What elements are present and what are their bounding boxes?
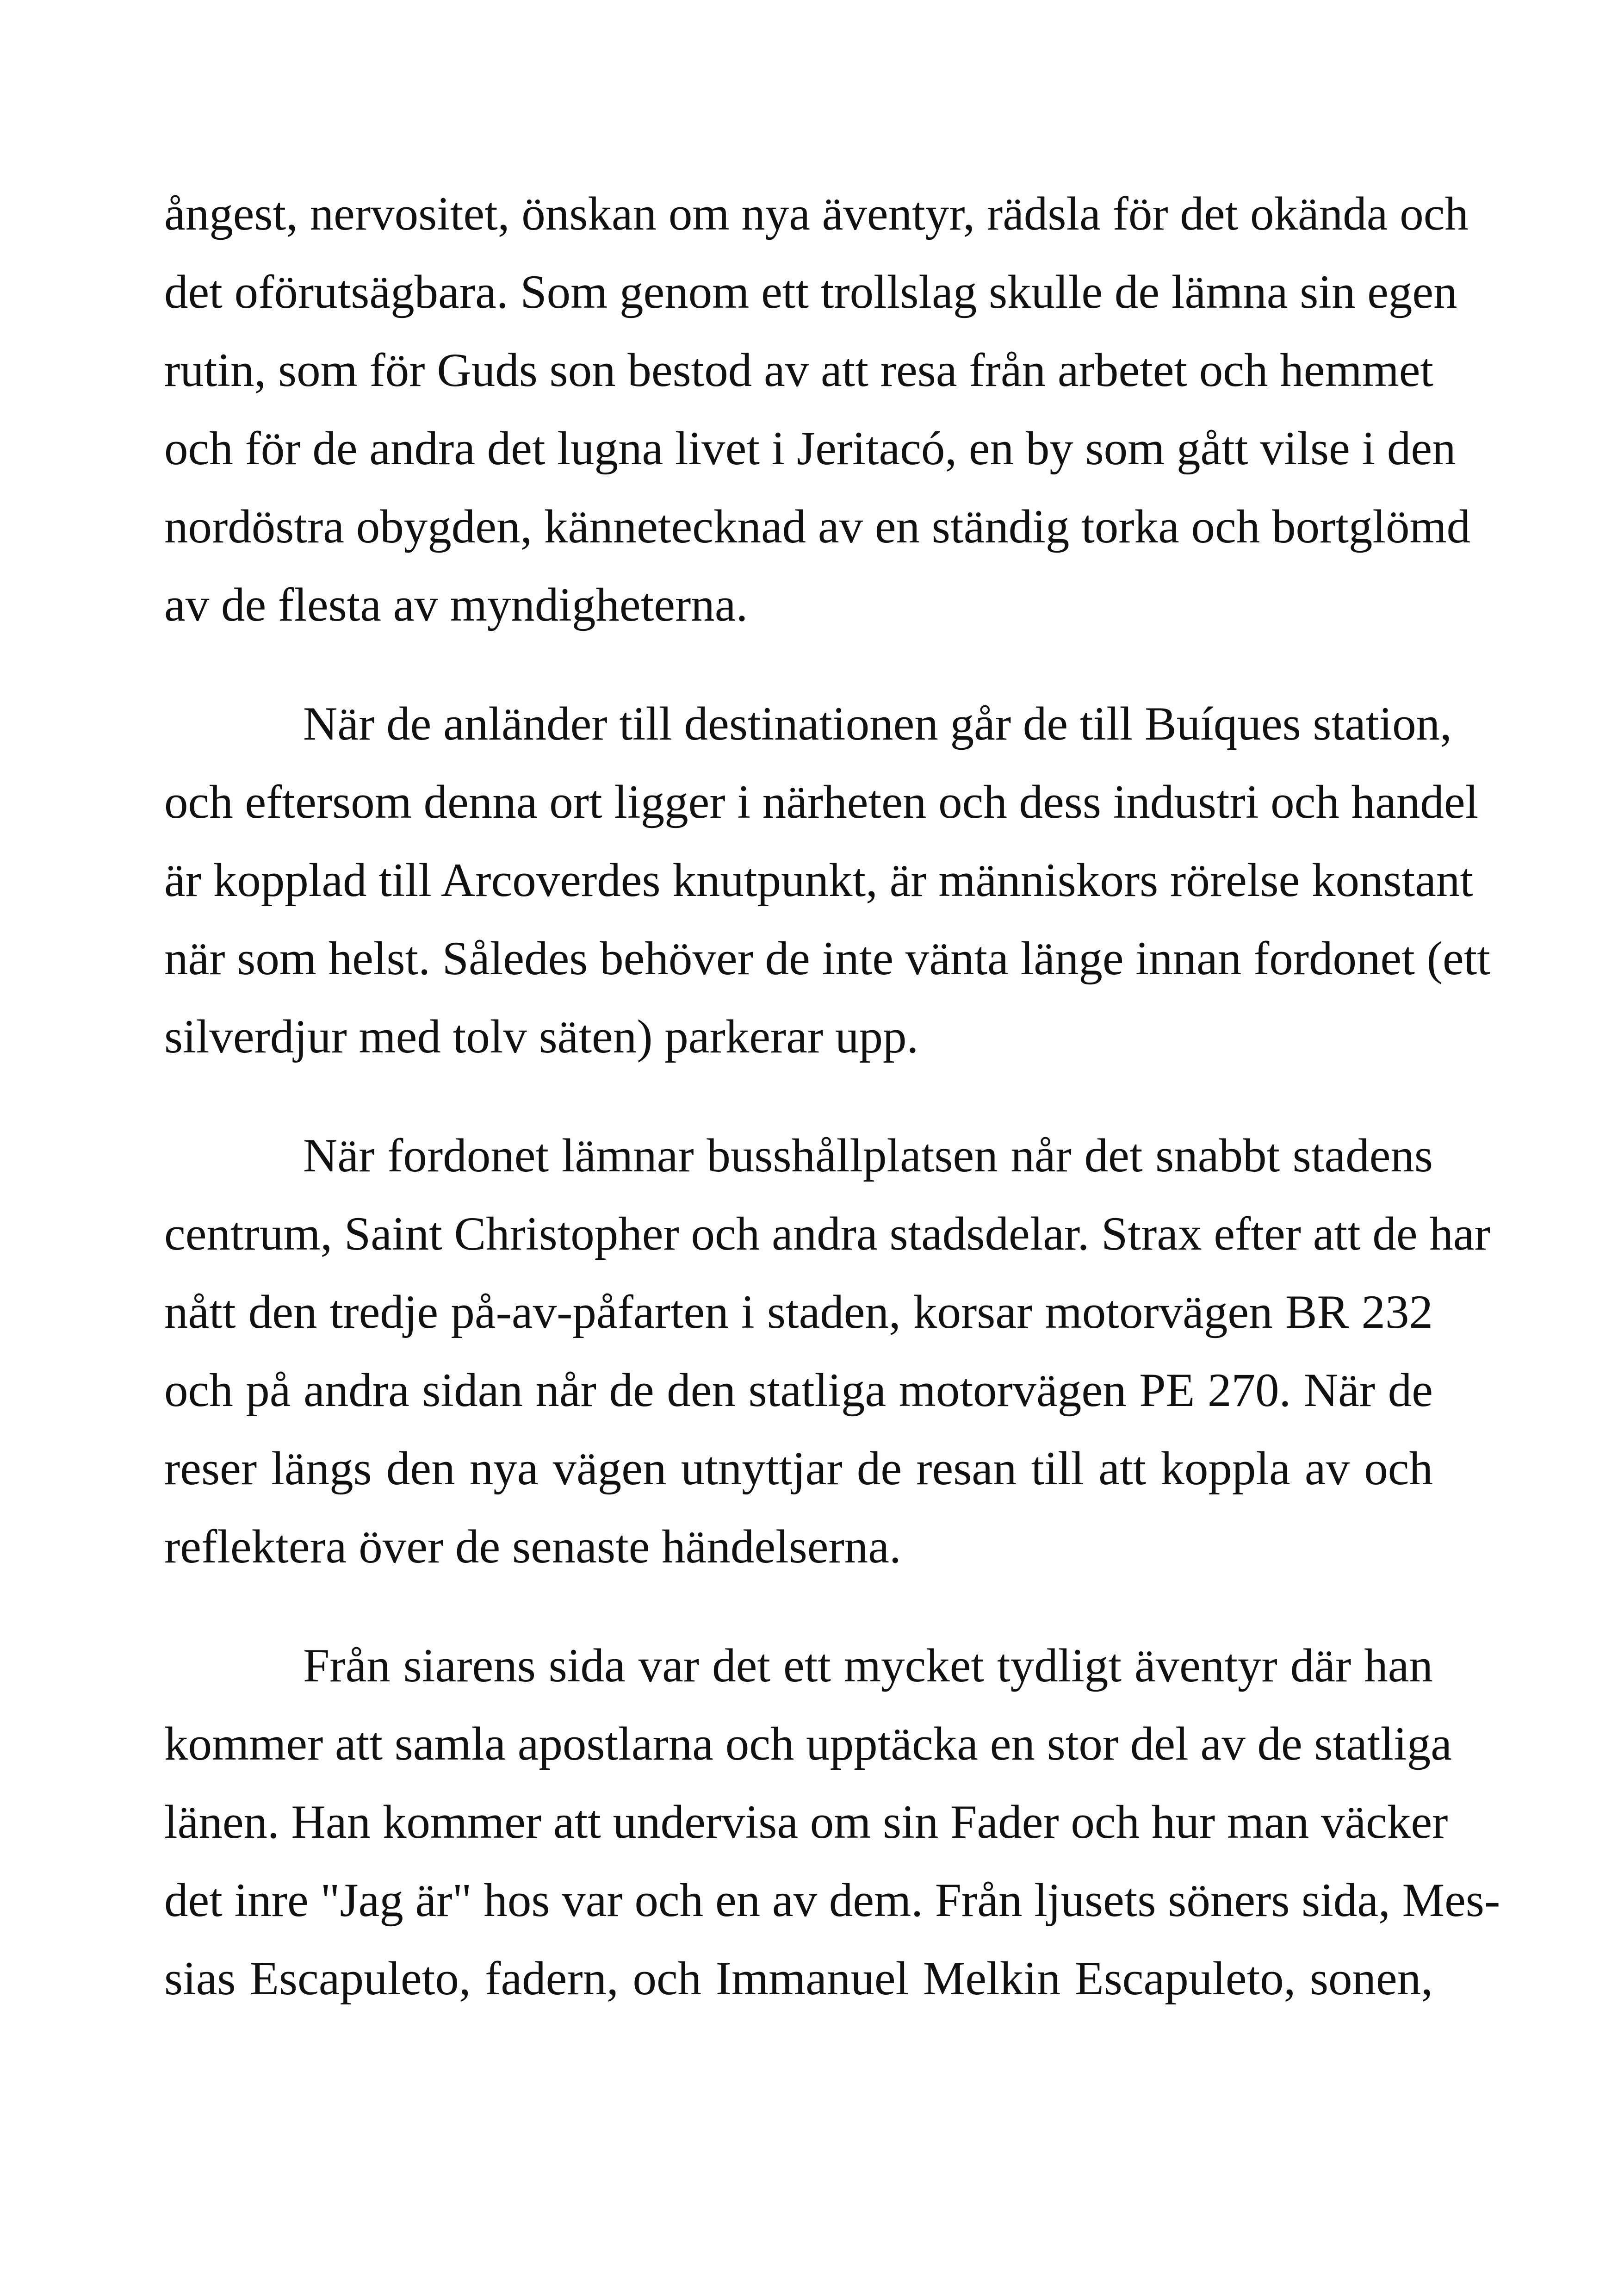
- text-line: ångest, nervositet, önskan om nya äventyr, rädsla för det okända och: [164, 187, 1469, 240]
- paragraph-spacing: [164, 1076, 1433, 1117]
- text-line: kommer att samla apostlarna och upptäcka en stor del av de statliga: [164, 1717, 1452, 1770]
- text-line: det oförutsägbara. Som genom ett trollslag skulle de lämna sin egen: [164, 266, 1457, 318]
- paragraph-spacing: [164, 1586, 1433, 1627]
- body-text: [164, 175, 1500, 2018]
- text-line: det inre "Jag är" hos var och en av dem. Från ljusets söners sida, Mes-: [164, 1874, 1500, 1927]
- text-line: när som helst. Således behöver de inte vänta länge innan fordonet (ett: [164, 932, 1490, 985]
- text-line: rutin, som för Guds son bestod av att resa från arbetet och hemmet: [164, 344, 1434, 397]
- text-line: sias Escapuleto, fadern, och Immanuel Melkin Escapuleto, sonen,: [164, 1952, 1433, 2005]
- text-line: silverdjur med tolv säten) parkerar upp.: [164, 1010, 919, 1063]
- text-line: centrum, Saint Christopher och andra stadsdelar. Strax efter att de har: [164, 1207, 1490, 1260]
- paragraph: [164, 1627, 1500, 2018]
- text-line: och eftersom denna ort ligger i närheten och dess industri och handel: [164, 776, 1479, 828]
- text-line: När fordonet lämnar busshållplatsen når det snabbt stadens: [303, 1129, 1433, 1182]
- text-line: är kopplad till Arcoverdes knutpunkt, är människors rörelse konstant: [164, 854, 1474, 907]
- text-line: nått den tredje på-av-påfarten i staden, korsar motorvägen BR 232: [164, 1286, 1433, 1338]
- text-line: och för de andra det lugna livet i Jeritacó, en by som gått vilse i den: [164, 422, 1456, 475]
- text-line: Från siarens sida var det ett mycket tydligt äventyr där han: [303, 1639, 1433, 1692]
- text-line: och på andra sidan når de den statliga motorvägen PE 270. När de: [164, 1364, 1433, 1417]
- text-line: av de flesta av myndigheterna.: [164, 579, 748, 631]
- text-line: reser längs den nya vägen utnyttjar de resan till att koppla av och: [164, 1442, 1433, 1495]
- text-line: nordöstra obygden, kännetecknad av en ständig torka och bortglömd: [164, 500, 1471, 553]
- text-line: reflektera över de senaste händelserna.: [164, 1520, 901, 1573]
- paragraph: [164, 175, 1471, 644]
- text-line: länen. Han kommer att undervisa om sin Fader och hur man väcker: [164, 1796, 1448, 1848]
- text-line: När de anländer till destinationen går de till Buíques station,: [303, 697, 1452, 750]
- paragraph: [164, 1117, 1490, 1586]
- paragraph-spacing: [164, 644, 1433, 685]
- paragraph: [164, 685, 1490, 1076]
